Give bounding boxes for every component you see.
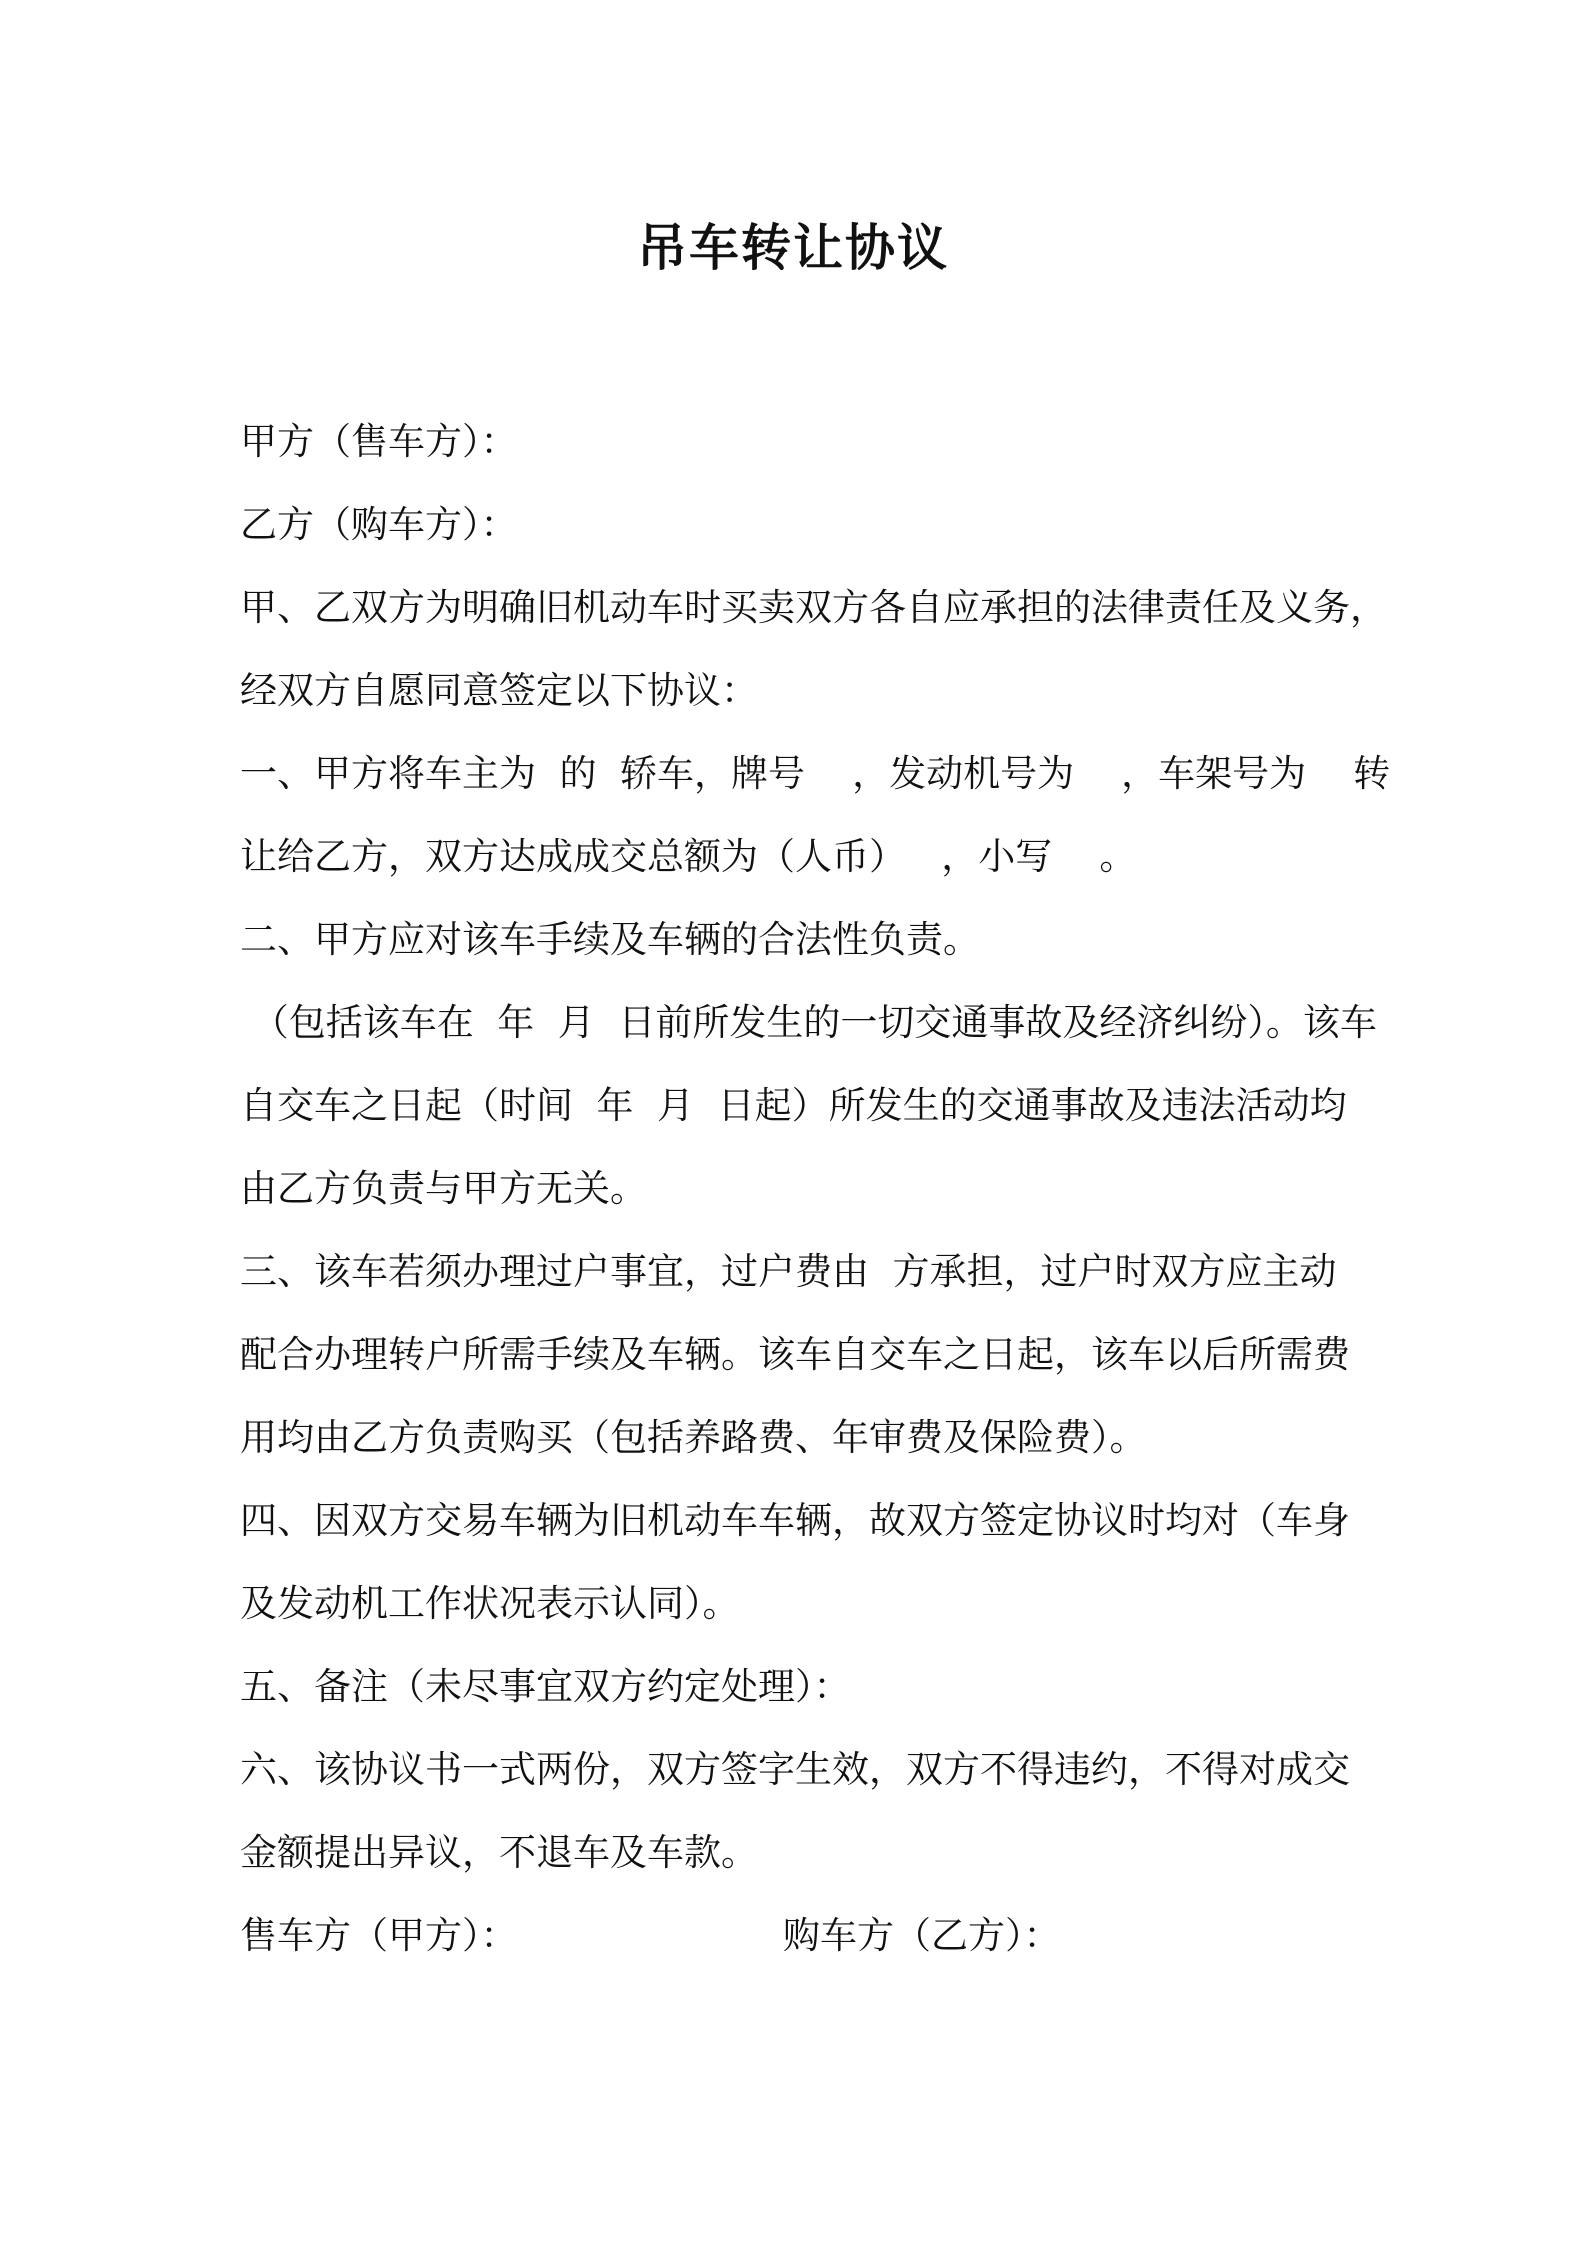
clause-3-line-3: 用均由乙方负责购买（包括养路费、年审费及保险费）。 — [240, 1416, 1147, 1459]
clause-2-line-1: 二、甲方应对该车手续及车辆的合法性负责。 — [240, 918, 980, 961]
signature-row — [240, 1894, 1360, 1977]
clause-4-line-2: 及发动机工作状况表示认同）。 — [240, 1582, 740, 1625]
clause-1-line-1: 一、甲方将车主为 的 轿车，牌号 ，发动机号为 ，车架号为 转 — [240, 752, 1391, 795]
clause-1-line-2: 让给乙方，双方达成成交总额为（人币） ，小写 。 — [240, 835, 1137, 878]
clause-6-line-2: 金额提出异议，不退车及车款。 — [240, 1831, 758, 1874]
clause-4-line-1: 四、因双方交易车辆为旧机动车车辆，故双方签定协议时均对（车身 — [240, 1499, 1350, 1542]
clause-6-line-1: 六、该协议书一式两份，双方签字生效，双方不得违约，不得对成交 — [240, 1748, 1350, 1791]
clause-2-line-2: （包括该车在 年 月 日前所发生的一切交通事故及经济纠纷）。该车 — [240, 1001, 1377, 1044]
buyer-signature-label: 购车方（乙方）： — [783, 1914, 1061, 1957]
intro-line-1: 甲、乙双方为明确旧机动车时买卖双方各自应承担的法律责任及义务， — [240, 586, 1387, 629]
seller-signature-label: 售车方（甲方）： — [240, 1914, 518, 1957]
document-title: 吊车转让协议 — [637, 219, 949, 277]
clause-2-line-3: 自交车之日起（时间 年 月 日起）所发生的交通事故及违法活动均 — [240, 1084, 1347, 1127]
intro-line-2: 经双方自愿同意签定以下协议： — [240, 669, 758, 712]
clause-3-line-1: 三、该车若须办理过户事宜，过户费由 方承担，过户时双方应主动 — [240, 1250, 1337, 1293]
clause-5-line-1: 五、备注（未尽事宜双方约定处理）： — [240, 1665, 851, 1708]
clause-2-line-4: 由乙方负责与甲方无关。 — [240, 1167, 647, 1210]
clause-3-line-2: 配合办理转户所需手续及车辆。该车自交车之日起，该车以后所需费 — [240, 1333, 1350, 1376]
document-body — [240, 400, 1391, 1977]
party-a-line: 甲方（售车方）： — [240, 420, 518, 463]
party-b-line: 乙方（购车方）： — [240, 503, 518, 546]
